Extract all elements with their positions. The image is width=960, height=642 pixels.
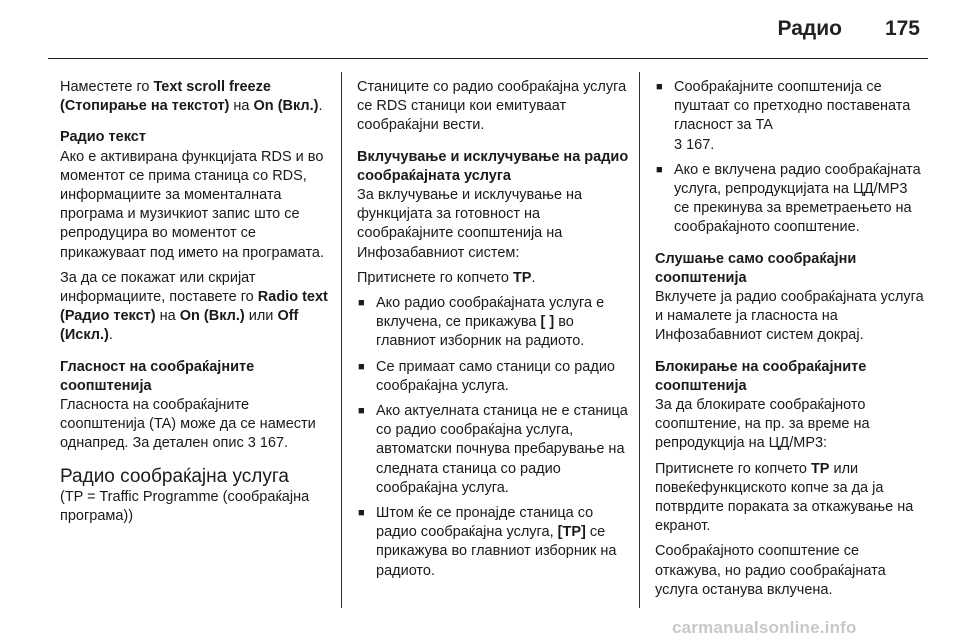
menu-value-on: On (Вкл.)	[253, 98, 319, 115]
paragraph-tp-stations: Станиците со радио сообраќајна услуга се RDS станици кои емитуваат сообраќајни вести.	[357, 79, 627, 134]
column-divider-2	[639, 72, 640, 608]
text: Гласноста на сообраќајните соопштенија (TA) може да се намести однапред. За детален опис	[60, 397, 316, 452]
paragraph-press-tp-cancel	[655, 460, 925, 537]
text: Ако радио сообраќајната услуга е вклучена, се прикажува	[376, 295, 605, 331]
menu-option-text-scroll: Text scroll freeze (Стопирање на текстот)	[60, 79, 271, 115]
paragraph-press-tp	[357, 269, 629, 288]
display-symbol-tp: [TP]	[557, 524, 586, 541]
list-item	[655, 78, 925, 155]
column-3	[655, 78, 925, 606]
heading-listen-only: Слушање само сообраќајни соопштенија	[655, 250, 857, 286]
bullet-square-icon: ■	[358, 405, 365, 418]
menu-value-off: Off (Искл.)	[60, 308, 299, 344]
list-item-text	[674, 78, 925, 155]
text: Притиснете го копчето	[655, 460, 811, 477]
page-reference: 167.	[255, 435, 289, 452]
paragraph-listen-only: Вклучете ја радио сообраќајната услуга и намалете ја гласноста на Инфозабавниот систем докрај.	[655, 289, 924, 344]
text: .	[318, 98, 323, 115]
list-item	[357, 294, 629, 352]
paragraph-block: За да блокирате сообраќајното соопштение, на пр. за време на репродукција на ЦД/MP3:	[655, 397, 870, 452]
paragraph-tp-definition: (TP = Traffic Programme (сообраќајна програма))	[60, 488, 310, 524]
page-reference-arrow-icon: 3	[247, 435, 256, 452]
display-symbol: [ ]	[540, 314, 555, 331]
paragraph-toggle-tp: За вклучување и исклучување на функцијата за готовност на сообраќајните соопштенија на Инфозабавниот систем:	[357, 187, 583, 261]
heading-radio-text: Радио текст	[60, 129, 146, 146]
list-item	[655, 161, 925, 238]
bullet-square-icon: ■	[358, 507, 365, 520]
list-item	[357, 358, 629, 396]
bullet-square-icon: ■	[656, 163, 663, 176]
page-number: 175	[884, 17, 920, 40]
list-item-text: Ако е вклучена радио сообраќајната услуга, репродукцијата на ЦД/MP3 се прекинува за времетраењето на сообраќајното соопштение.	[674, 161, 921, 236]
menu-value-on: On (Вкл.)	[179, 308, 245, 325]
button-label-tp: TP	[810, 460, 830, 477]
list-item-text	[376, 294, 629, 352]
text: Сообраќајните соопштенија се пуштаат со претходно поставената гласност за TA	[674, 79, 911, 134]
button-label-tp: TP	[512, 269, 532, 286]
text: Наместете го	[60, 79, 154, 95]
bullet-square-icon: ■	[656, 81, 663, 93]
bullet-square-icon: ■	[358, 297, 365, 310]
paragraph-ta-volume	[60, 396, 330, 454]
text: на	[229, 98, 254, 115]
menu-option-radio-text: Radio text (Радио текст)	[60, 289, 328, 325]
paragraph-radio-text: Ако е активирана функцијата RDS и во моментот се прима станица со RDS, информациите за моменталната програма и музичкиот запис што се репродуцира во моментот се прикажуваат под името на програмата.	[60, 148, 324, 261]
text: Штом ќе се пронајде станица со радио сообраќајна услуга,	[376, 505, 594, 541]
column-1	[60, 78, 330, 532]
list-item-text: Ако актуелната станица не е станица со радио сообраќајна услуга, автоматски почнува пребарување на следната станица со радио сообраќајна услуга.	[376, 403, 628, 496]
column-divider-1	[341, 72, 342, 608]
text: на	[155, 308, 180, 325]
text: Притиснете го копчето	[357, 269, 513, 286]
heading-block-announcements: Блокирање на сообраќајните соопштенија	[655, 358, 867, 394]
column-2	[357, 78, 629, 587]
page-reference: 167.	[682, 136, 715, 153]
text: .	[531, 269, 536, 286]
text: се прикажува во главниот изборник на радиото.	[376, 524, 617, 579]
bullet-square-icon: ■	[358, 360, 365, 373]
text: во главниот изборник на радиото.	[376, 314, 585, 350]
text: или	[244, 308, 278, 325]
watermark: carmanualsonline.info	[672, 618, 857, 637]
list-item	[357, 504, 629, 581]
paragraph-cancel-result: Сообраќајното соопштение се откажува, но радио сообраќајната услуга останува вклучена.	[655, 543, 886, 598]
header-rule	[48, 58, 928, 59]
paragraph-radio-text-toggle	[60, 269, 330, 346]
list-item-text: Се примаат само станици со радио сообраќајна услуга.	[376, 358, 615, 394]
paragraph-text-scroll	[60, 78, 330, 116]
list-item-text	[376, 504, 629, 581]
heading-toggle-tp: Вклучување и исклучување на радио сообраќајната услуга	[357, 148, 629, 184]
section-heading-traffic-service: Радио сообраќајна услуга	[60, 465, 289, 487]
page-reference-arrow-icon: 3	[674, 136, 683, 153]
page-header	[0, 0, 960, 58]
text: За да се покажат или скријат информациите, поставете го	[60, 269, 258, 306]
text: или повеќефункциското копче за да ја потврдите пораката за откажување на екранот.	[655, 460, 914, 535]
page-title: Радио	[777, 17, 842, 40]
heading-ta-volume: Гласност на сообраќајните соопштенија	[60, 358, 255, 394]
text: .	[108, 327, 113, 344]
list-item	[357, 402, 629, 498]
